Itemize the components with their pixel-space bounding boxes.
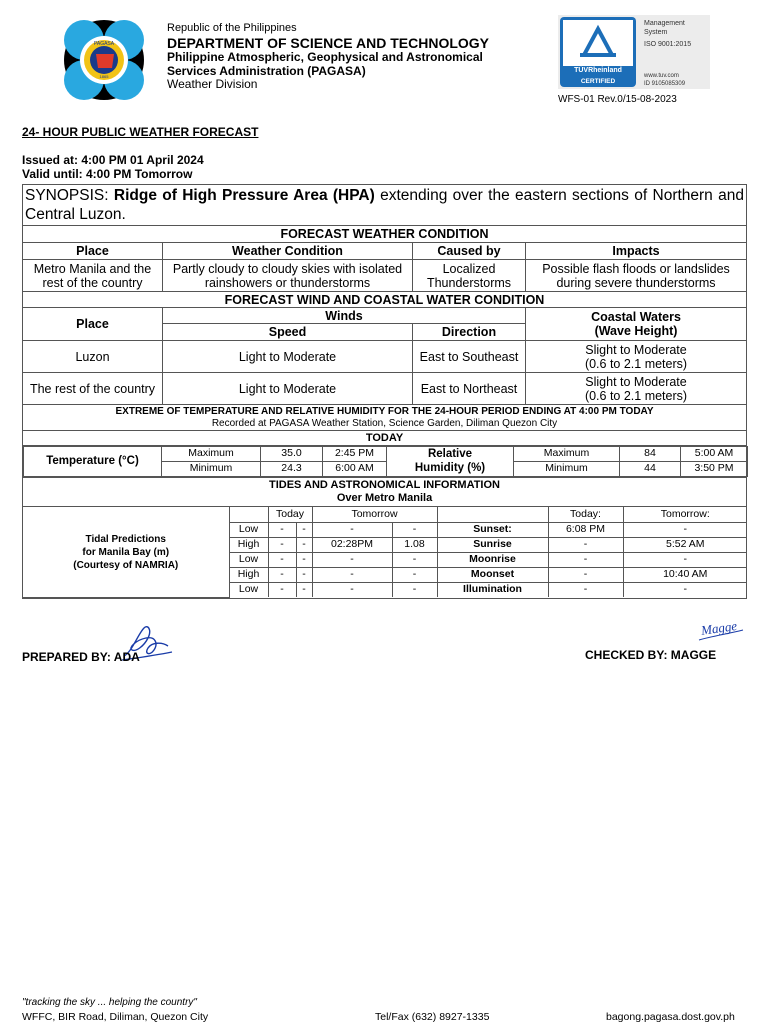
tide-today-time: - (268, 567, 296, 582)
svg-text:www.tuv.com: www.tuv.com (644, 73, 679, 79)
tide-today-height: - (296, 522, 312, 537)
tide-type: Low (229, 552, 268, 567)
tide-tomorrow-time: - (312, 552, 392, 567)
humidity-label-line1: Relative (427, 448, 473, 460)
tide-tomorrow-time: - (312, 567, 392, 582)
astro-today: - (548, 552, 623, 567)
wave-height: (0.6 to 2.1 meters) (584, 356, 688, 371)
tide-type: High (229, 537, 268, 552)
synopsis-label: SYNOPSIS: (25, 187, 109, 204)
extreme-recorded: Recorded at PAGASA Weather Station, Science Garden, Diliman Quezon City (211, 417, 558, 429)
forecast-heading: FORECAST WEATHER CONDITION (23, 226, 747, 243)
tides-heading-cell (23, 478, 747, 507)
astro-today: - (548, 537, 623, 552)
tide-type: High (229, 567, 268, 582)
humidity-label-line2: Humidity (%) (414, 461, 486, 474)
department-name: DEPARTMENT OF SCIENCE AND TECHNOLOGY (167, 34, 490, 51)
col-header-caused: Caused by (413, 243, 526, 260)
footer-telfax: Tel/Fax (632) 8927-1335 (375, 1011, 490, 1023)
wind-col-direction: Direction (413, 324, 526, 341)
issued-at: Issued at: 4:00 PM 01 April 2024 (22, 153, 204, 167)
temp-min-time: 6:00 AM (323, 462, 387, 477)
svg-text:ISO 9001:2015: ISO 9001:2015 (644, 41, 692, 48)
page-title: 24- HOUR PUBLIC WEATHER FORECAST (22, 125, 259, 139)
tidal-label (23, 507, 229, 597)
temp-max-label: Maximum (162, 447, 261, 462)
svg-text:Management: Management (644, 20, 685, 27)
humidity-label (387, 447, 514, 477)
wave-condition: Slight to Moderate (585, 342, 687, 357)
tide-tomorrow-time: 02:28PM (312, 537, 392, 552)
pagasa-logo (62, 20, 146, 100)
form-code: WFS-01 Rev.0/15-08-2023 (558, 94, 677, 105)
svg-text:ID 9105085309: ID 9105085309 (644, 81, 686, 87)
wind-row-wave (526, 341, 747, 373)
temp-max-time: 2:45 PM (323, 447, 387, 462)
astro-tomorrow: - (623, 582, 747, 597)
valid-until: Valid until: 4:00 PM Tomorrow (22, 167, 193, 181)
astro-today-header: Today: (548, 507, 623, 522)
synopsis-system: Ridge of High Pressure Area (HPA) (113, 187, 375, 204)
temp-min-value: 24.3 (261, 462, 323, 477)
checked-label: CHECKED BY: (585, 648, 668, 662)
tidal-label-line3: (Courtesy of NAMRIA) (73, 559, 179, 571)
astro-tomorrow: - (623, 552, 747, 567)
rh-min-label: Minimum (514, 462, 620, 477)
prepared-by (22, 650, 140, 664)
svg-text:1865: 1865 (99, 74, 109, 79)
astro-tomorrow: - (623, 522, 747, 537)
synopsis (23, 185, 747, 226)
col-header-place: Place (23, 243, 163, 260)
tide-tomorrow-height: - (392, 567, 437, 582)
svg-text:CERTIFIED: CERTIFIED (580, 78, 616, 85)
forecast-weather: Partly cloudy to cloudy skies with isolated rainshowers or thunderstorms (163, 260, 413, 292)
tuv-certification-badge (558, 15, 710, 89)
rh-min-time: 3:50 PM (681, 462, 748, 477)
checked-signature (697, 612, 747, 644)
tides-cell (23, 507, 747, 599)
wind-heading: FORECAST WIND AND COASTAL WATER CONDITION (23, 292, 747, 308)
temperature-label: Temperature (°C) (24, 447, 162, 477)
svg-text:System: System (644, 29, 668, 36)
prepared-name: ADA (113, 650, 140, 664)
tidal-label-line1: Tidal Predictions (85, 533, 166, 545)
tide-today-height: - (296, 567, 312, 582)
issue-info (22, 153, 204, 181)
forecast-caused: Localized Thunderstorms (413, 260, 526, 292)
temp-max-value: 35.0 (261, 447, 323, 462)
wind-row-place: The rest of the country (23, 373, 163, 405)
tide-today-height: - (296, 552, 312, 567)
forecast-place: Metro Manila and the rest of the country (23, 260, 163, 292)
tide-type: Low (229, 522, 268, 537)
tide-tomorrow-time: - (312, 582, 392, 597)
forecast-impacts: Possible flash floods or landslides during severe thunderstorms (526, 260, 747, 292)
tide-tomorrow-height: - (392, 522, 437, 537)
coastal-label: Coastal Waters (591, 310, 681, 324)
rh-max-value: 84 (620, 447, 681, 462)
agency-line-2: Services Administration (PAGASA) (167, 63, 366, 78)
checked-by (585, 648, 716, 662)
wave-height: (0.6 to 2.1 meters) (584, 388, 688, 403)
wind-row-speed: Light to Moderate (163, 373, 413, 405)
tides-heading: TIDES AND ASTRONOMICAL INFORMATION (269, 479, 500, 491)
astro-tomorrow: 10:40 AM (623, 567, 747, 582)
footer-tagline: "tracking the sky ... helping the country" (22, 997, 197, 1008)
astro-label-header (437, 507, 548, 522)
col-header-weather: Weather Condition (163, 243, 413, 260)
astro-tomorrow: 5:52 AM (623, 537, 747, 552)
svg-text:TÜVRheinland: TÜVRheinland (574, 67, 622, 74)
tide-today-height: - (296, 537, 312, 552)
tide-today-time: - (268, 537, 296, 552)
astro-today: - (548, 582, 623, 597)
tide-type: Low (229, 582, 268, 597)
svg-text:PAGASA: PAGASA (93, 41, 115, 47)
tide-tomorrow-header: Tomorrow (312, 507, 437, 522)
astro-label: Illumination (437, 582, 548, 597)
synopsis-text: extending over the eastern sections of Northern and Central Luzon. (25, 187, 744, 223)
tide-today-time: - (268, 552, 296, 567)
republic-line: Republic of the Philippines (167, 22, 297, 34)
astro-label: Moonrise (437, 552, 548, 567)
astro-today: - (548, 567, 623, 582)
tide-today-header: Today (268, 507, 312, 522)
tide-today-time: - (268, 522, 296, 537)
coastal-sublabel: (Wave Height) (594, 324, 678, 338)
tide-type-header (229, 507, 268, 522)
wave-condition: Slight to Moderate (585, 374, 687, 389)
wind-col-place: Place (23, 308, 163, 341)
tides-subheading: Over Metro Manila (336, 492, 433, 504)
col-header-impacts: Impacts (526, 243, 747, 260)
tide-tomorrow-height: 1.08 (392, 537, 437, 552)
division-name: Weather Division (167, 77, 258, 92)
wind-row-direction: East to Northeast (413, 373, 526, 405)
astro-label: Sunrise (437, 537, 548, 552)
wind-row-direction: East to Southeast (413, 341, 526, 373)
agency-line-1: Philippine Atmospheric, Geophysical and Astronomical (167, 49, 483, 64)
astro-tomorrow-header: Tomorrow: (623, 507, 747, 522)
astro-today: 6:08 PM (548, 522, 623, 537)
tide-tomorrow-height: - (392, 552, 437, 567)
tide-tomorrow-height: - (392, 582, 437, 597)
extreme-cell (23, 446, 747, 478)
tide-today-height: - (296, 582, 312, 597)
footer-address: WFFC, BIR Road, Diliman, Quezon City (22, 1011, 209, 1023)
forecast-table (22, 184, 747, 599)
footer-website[interactable]: bagong.pagasa.dost.gov.ph (606, 1011, 735, 1023)
checked-name: MAGGE (670, 648, 717, 662)
extreme-table (23, 446, 748, 477)
svg-text:Magge: Magge (700, 617, 738, 638)
tide-tomorrow-time: - (312, 522, 392, 537)
today-heading: TODAY (23, 431, 747, 446)
tide-today-time: - (268, 582, 296, 597)
header-agency (167, 22, 489, 92)
extreme-heading: EXTREME OF TEMPERATURE AND RELATIVE HUMIDITY FOR THE 24-HOUR PERIOD ENDING AT 4:00 PM TODAY (115, 405, 654, 417)
temp-min-label: Minimum (162, 462, 261, 477)
wind-col-winds: Winds (163, 308, 526, 324)
wind-col-speed: Speed (163, 324, 413, 341)
astro-label: Moonset (437, 567, 548, 582)
rh-max-label: Maximum (514, 447, 620, 462)
tides-table (23, 507, 747, 598)
wind-row-wave (526, 373, 747, 405)
rh-min-value: 44 (620, 462, 681, 477)
wind-row-place: Luzon (23, 341, 163, 373)
wind-col-coastal (526, 308, 747, 341)
tidal-label-line2: for Manila Bay (m) (82, 546, 170, 558)
wind-row-speed: Light to Moderate (163, 341, 413, 373)
prepared-label: PREPARED BY: (22, 650, 111, 664)
rh-max-time: 5:00 AM (681, 447, 748, 462)
extreme-heading-cell (23, 405, 747, 431)
astro-label: Sunset: (437, 522, 548, 537)
